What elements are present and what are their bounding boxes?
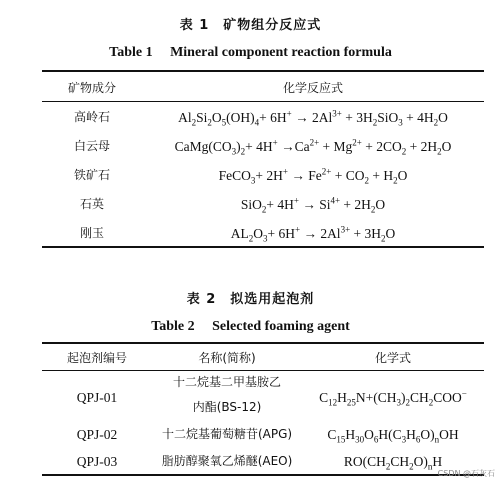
table2-header-name: 名称(简称) — [198, 351, 256, 365]
table1-row-formula: $CaMg(CO_3)_2+ 4H^+ \to Ca^{2+} + Mg^{2+} + 2CO_2 + 2H_2O$ — [174, 137, 452, 157]
table1-row-mineral: 白云母 — [73, 139, 110, 153]
table2-row-name: 内酯(BS-12) — [192, 400, 262, 414]
table2-header-code: 起泡剂编号 — [66, 351, 127, 365]
table2-caption-cn: 表 2 拟选用起泡剂 — [186, 292, 315, 307]
table1-row-formula: $SiO_2+ 4H^+ \to Si^{4+} + 2H_2O$ — [240, 195, 386, 215]
table2-row-name: 十二烷基二甲基胺乙 — [172, 375, 281, 389]
table1-row-formula: $Al_2Si_2O_5(OH)_4+ 6H^+ \to 2Al^{3+} + 3H_2SiO_3 + 4H_2O$ — [178, 108, 448, 128]
table1-header-mineral: 矿物成分 — [67, 81, 116, 95]
table2-row-code: QPJ-02 — [76, 427, 118, 442]
table1-row-mineral: 铁矿石 — [73, 168, 110, 182]
table1-header-rule — [42, 101, 484, 102]
watermark: CSDN @石灰石 — [437, 469, 495, 478]
table1-caption-cn: 表 1 矿物组分反应式 — [179, 18, 322, 33]
table1-top-rule — [42, 70, 484, 72]
table2-row-formula: $C_{15}H_{30}O_6H(C_3H_6O)_nOH$ — [327, 427, 459, 445]
table1-row-formula: $AL_2O_3+ 6H^+ \to 2Al^{3+} + 3H_2O$ — [230, 224, 396, 244]
table2-row-name: 十二烷基葡萄糖苷(APG) — [161, 427, 293, 441]
table1-caption-en: Table 1 Mineral component reaction formula — [109, 45, 392, 60]
table1-row-mineral: 高岭石 — [73, 110, 110, 124]
table2-row-code: QPJ-03 — [76, 454, 118, 469]
table1-row-formula: FeCO$_3$+ $2H^+ \to Fe^{2+} + CO_2 + H_2O$ — [218, 166, 408, 186]
table1-header-formula: 化学反应式 — [282, 81, 343, 95]
table2-row-formula: $RO(CH_2CH_2O)_nH$ — [343, 454, 443, 472]
table2-row-code: QPJ-01 — [76, 390, 118, 405]
table2-header-rule — [42, 370, 484, 371]
table1-row-mineral: 刚玉 — [79, 226, 104, 240]
table2-row-formula: $C_{12}H_{25}N+(CH_3)_2CH_2COO^-$ — [319, 388, 467, 408]
table2-bottom-rule — [42, 474, 484, 476]
table1-row-mineral: 石英 — [79, 197, 104, 211]
table2-top-rule — [42, 342, 484, 344]
table2-caption-en: Table 2 Selected foaming agent — [151, 319, 350, 334]
table2-row-name: 脂肪醇聚氧乙烯醚(AEO) — [161, 454, 293, 468]
table1-bottom-rule — [42, 246, 484, 248]
table2-header-formula: 化学式 — [374, 351, 411, 365]
